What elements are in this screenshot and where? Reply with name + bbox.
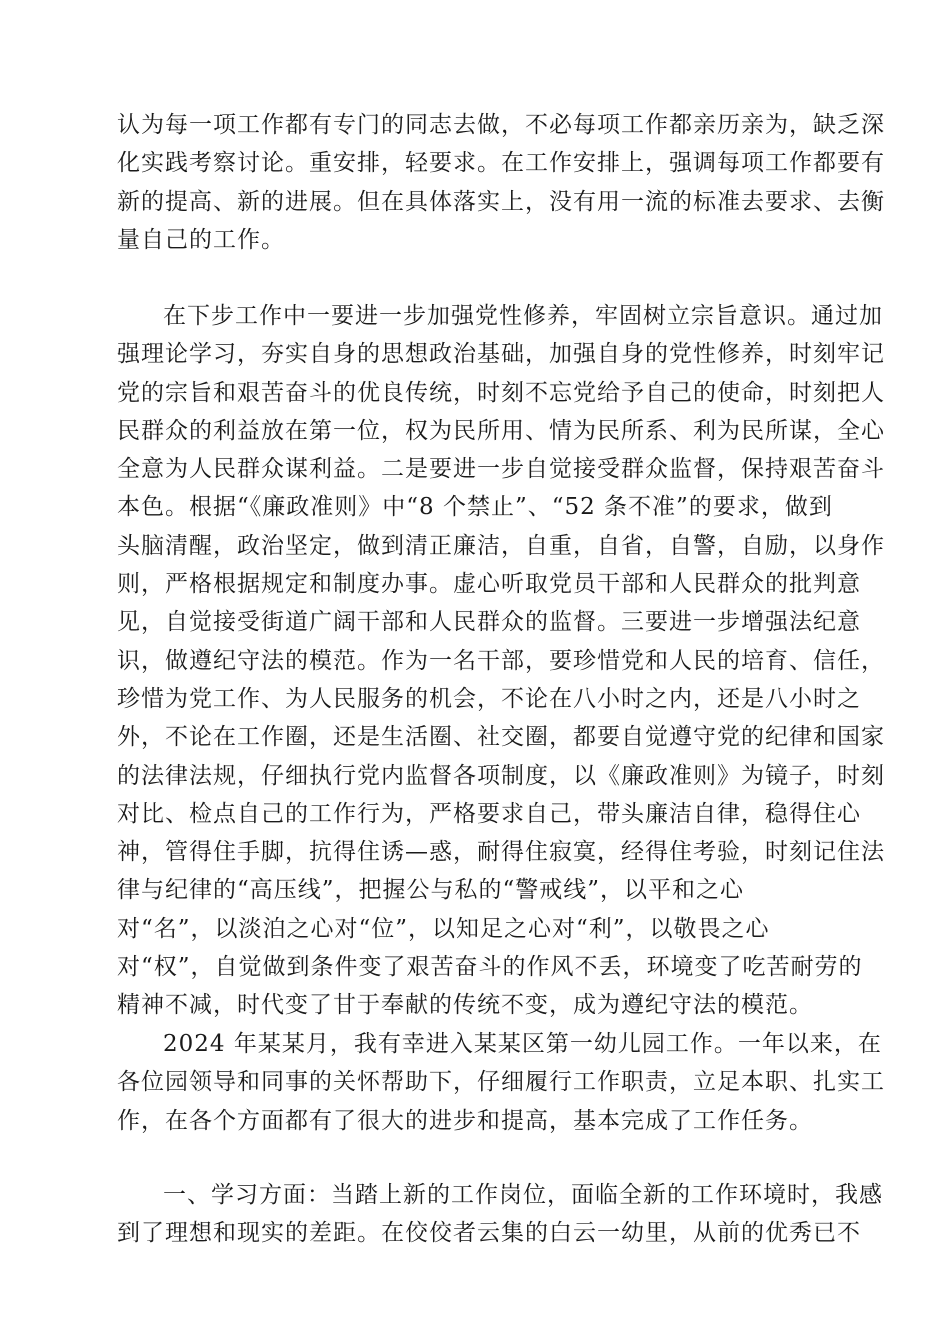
text-line: 全意为人民群众谋利益。二是要进一步自觉接受群众监督，保持艰苦奋斗 — [117, 456, 885, 483]
text-line: 在下步工作中一要进一步加强党性修养，牢固树立宗旨意识。通过加 — [163, 303, 883, 329]
text-line: 本色。根据“《廉政准则》中“8 个禁止”、“52 条不准”的要求，做到 — [117, 494, 833, 521]
text-line: 则，严格根据规定和制度办事。虚心听取党员干部和人民群众的批判意 — [117, 571, 861, 598]
text-line: 党的宗旨和艰苦奋斗的优良传统，时刻不忘党给予自己的使命，时刻把人 — [117, 379, 885, 406]
text-line: 对“名”，以淡泊之心对“位”，以知足之心对“利”，以敬畏之心 — [117, 915, 770, 942]
text-line: 头脑清醒，政治坚定，做到清正廉洁，自重，自省，自警，自励，以身作 — [117, 532, 885, 559]
text-line: 一、学习方面：当踏上新的工作岗位，面临全新的工作环境时，我感 — [163, 1182, 883, 1208]
text-line: 对“权”，自觉做到条件变了艰苦奋斗的作风不丢，环境变了吃苦耐劳的 — [117, 954, 863, 981]
text-line: 作，在各个方面都有了很大的进步和提高，基本完成了工作任务。 — [117, 1107, 813, 1134]
text-line: 精神不减，时代变了甘于奉献的传统不变，成为遵纪守法的模范。 — [117, 992, 813, 1019]
text-line: 民群众的利益放在第一位，权为民所用、情为民所系、利为民所谋，全心 — [117, 417, 885, 444]
text-line: 外，不论在工作圈，还是生活圈、社交圈，都要自觉遵守党的纪律和国家 — [117, 724, 885, 751]
paragraph-4 — [117, 1176, 883, 1253]
text-line: 珍惜为党工作、为人民服务的机会，不论在八小时之内，还是八小时之 — [117, 685, 861, 712]
paragraph-1 — [117, 106, 885, 259]
paragraph-3 — [117, 1025, 885, 1140]
text-line: 新的提高、新的进展。但在具体落实上，没有用一流的标准去要求、去衡 — [117, 188, 885, 215]
text-line: 见，自觉接受街道广阔干部和人民群众的监督。三要进一步增强法纪意 — [117, 609, 861, 636]
text-line: 各位园领导和同事的关怀帮助下，仔细履行工作职责，立足本职、扎实工 — [117, 1069, 885, 1096]
text-line: 的法律法规，仔细执行党内监督各项制度，以《廉政准则》为镜子，时刻 — [117, 762, 885, 789]
text-line: 识，做遵纪守法的模范。作为一名干部，要珍惜党和人民的培育、信任， — [117, 647, 885, 674]
text-line: 到了理想和现实的差距。在佼佼者云集的白云一幼里，从前的优秀已不 — [117, 1220, 861, 1247]
text-line: 律与纪律的“高压线”，把握公与私的“警戒线”，以平和之心 — [117, 877, 745, 904]
text-line: 量自己的工作。 — [117, 226, 285, 253]
text-line: 强理论学习，夯实自身的思想政治基础，加强自身的党性修养，时刻牢记 — [117, 341, 885, 368]
text-line: 对比、检点自己的工作行为，严格要求自己，带头廉洁自律，稳得住心 — [117, 800, 861, 827]
text-line: 认为每一项工作都有专门的同志去做，不必每项工作都亲历亲为，缺乏深 — [117, 112, 885, 138]
text-line: 2024 年某某月，我有幸进入某某区第一幼儿园工作。一年以来，在 — [163, 1031, 882, 1057]
paragraph-2 — [117, 297, 885, 1025]
text-line: 化实践考察讨论。重安排，轻要求。在工作安排上，强调每项工作都要有 — [117, 150, 885, 177]
text-line: 神，管得住手脚，抗得住诱—惑，耐得住寂寞，经得住考验，时刻记住法 — [117, 839, 885, 866]
